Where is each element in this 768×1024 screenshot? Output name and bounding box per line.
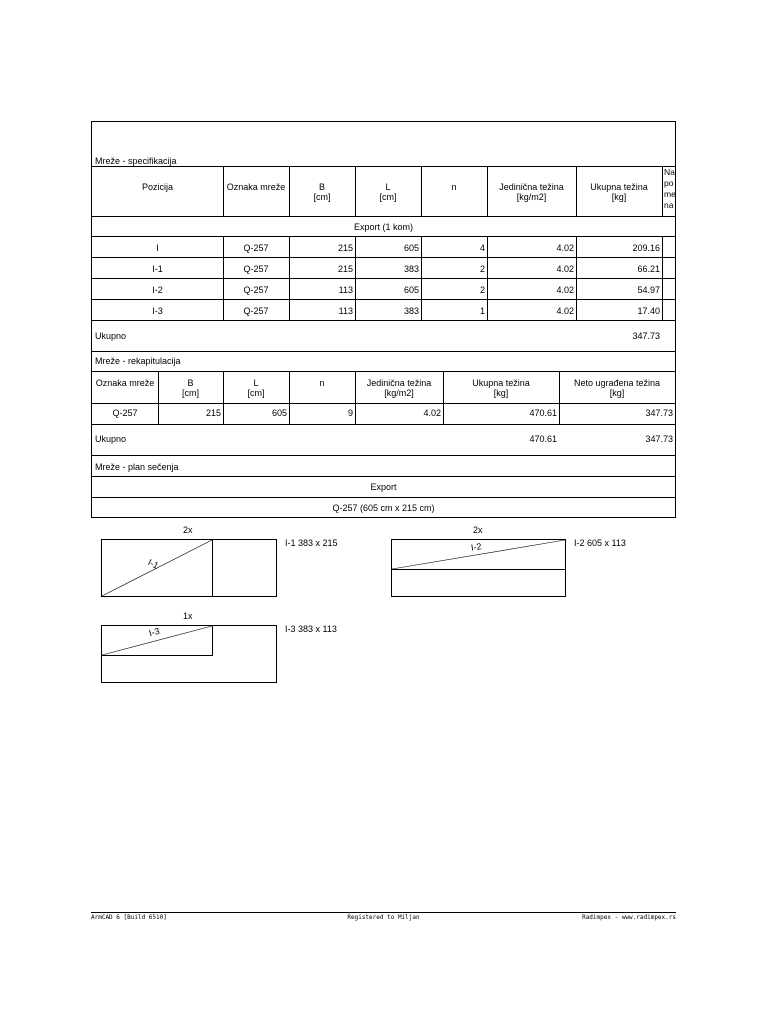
header-jedinicna-tezina: Jedinična težina [kg/m2] (499, 182, 564, 202)
header-n: n (451, 182, 457, 192)
cut-label: I-3 383 x 113 (285, 624, 337, 634)
footer-center: Registered to Miljan (347, 914, 420, 921)
header-ukupna-tezina: Ukupna težina [kg] (590, 182, 648, 202)
cut-label: I-2 605 x 113 (574, 538, 626, 548)
header-napomena: Na po me na (664, 167, 676, 210)
divider (92, 166, 675, 167)
rekap-cell-n: 9 (347, 408, 353, 418)
spec-cell-oznaka: Q-257 (243, 264, 269, 274)
rekap-header-neto: Neto ugrađena težina [kg] (573, 378, 661, 398)
spec-cell-ut: 17.40 (637, 306, 660, 316)
header-l: L [cm] (379, 182, 397, 202)
spec-cell-poz: I-3 (152, 306, 163, 316)
cut-label: I-1 383 x 215 (285, 538, 338, 548)
spec-cell-n: 4 (479, 243, 485, 253)
rekap-header-b: B [cm] (182, 378, 199, 398)
spec-cell-ut: 54.97 (637, 285, 660, 295)
rekap-cell-ut: 470.61 (529, 408, 557, 418)
spec-cell-oznaka: Q-257 (243, 243, 269, 253)
table-row-divider (92, 257, 675, 258)
spec-cell-l: 383 (403, 306, 419, 316)
spec-cell-n: 2 (479, 285, 485, 295)
spec-cell-n: 1 (479, 306, 485, 316)
spec-title: Mreže - specifikacija (95, 156, 177, 166)
footer-rule (91, 912, 676, 913)
spec-total-value: 347.73 (632, 331, 660, 341)
cut-multiplier: 2x (183, 525, 193, 535)
spec-cell-b: 215 (337, 243, 353, 253)
spec-cell-ut: 209.16 (632, 243, 660, 253)
rekap-cell-oznaka: Q-257 (112, 408, 138, 418)
rekap-header-oznaka: Oznaka mreže (95, 378, 155, 388)
spec-cell-b: 215 (337, 264, 353, 274)
rekap-title: Mreže - rekapitulacija (95, 356, 181, 366)
table-row-divider (92, 278, 675, 279)
spec-cell-poz: I (156, 243, 159, 253)
spec-cell-oznaka: Q-257 (243, 285, 269, 295)
spec-cell-jt: 4.02 (556, 306, 574, 316)
rekap-cell-b: 215 (205, 408, 221, 418)
plan-title: Mreže - plan sečenja (95, 462, 179, 472)
table-row-divider (92, 299, 675, 300)
rekap-header-n: n (319, 378, 325, 388)
rekap-cell-jt: 4.02 (423, 408, 441, 418)
spec-cell-oznaka: Q-257 (243, 306, 269, 316)
header-b: B [cm] (313, 182, 331, 202)
cut-multiplier: 2x (473, 525, 483, 535)
cut-multiplier: 1x (183, 611, 193, 621)
rekap-header-ukupna-tezina: Ukupna težina [kg] (472, 378, 530, 398)
spec-group-label: Export (1 kom) (353, 222, 413, 232)
spec-cell-b: 113 (338, 306, 353, 316)
table-row-divider (92, 320, 675, 321)
plan-sheet: Q-257 (605 cm x 215 cm) (332, 503, 435, 513)
spec-cell-b: 113 (338, 285, 353, 295)
cut-tag: I-1 (146, 557, 161, 571)
header-oznaka: Oznaka mreže (226, 182, 286, 192)
header-pozicija: Pozicija (141, 182, 173, 192)
report-frame (91, 121, 676, 518)
spec-cell-ut: 66.21 (637, 264, 660, 274)
cut-tag: I-2 (470, 541, 483, 553)
spec-cell-n: 2 (479, 264, 485, 274)
plan-group: Export (370, 482, 397, 492)
cut-tag: I-3 (147, 625, 161, 639)
spec-total-label: Ukupno (95, 331, 127, 341)
rekap-total-neto: 347.73 (645, 434, 673, 444)
footer-left: ArmCAD 6 [Build 6510] (91, 914, 167, 921)
spec-cell-poz: I-1 (152, 264, 163, 274)
rekap-cell-neto: 347.73 (645, 408, 673, 418)
spec-cell-l: 383 (403, 264, 419, 274)
footer-right: Radimpex - www.radimpex.rs (582, 914, 676, 921)
spec-cell-jt: 4.02 (556, 243, 574, 253)
spec-cell-jt: 4.02 (556, 264, 574, 274)
spec-cell-poz: I-2 (152, 285, 163, 295)
rekap-cell-l: 605 (271, 408, 287, 418)
spec-cell-l: 605 (403, 285, 419, 295)
rekap-total-label: Ukupno (95, 434, 127, 444)
rekap-header-l: L [cm] (247, 378, 265, 398)
spec-cell-jt: 4.02 (556, 285, 574, 295)
rekap-total-ut: 470.61 (529, 434, 557, 444)
rekap-header-jedinicna-tezina: Jedinična težina [kg/m2] (366, 378, 432, 398)
spec-cell-l: 605 (403, 243, 419, 253)
